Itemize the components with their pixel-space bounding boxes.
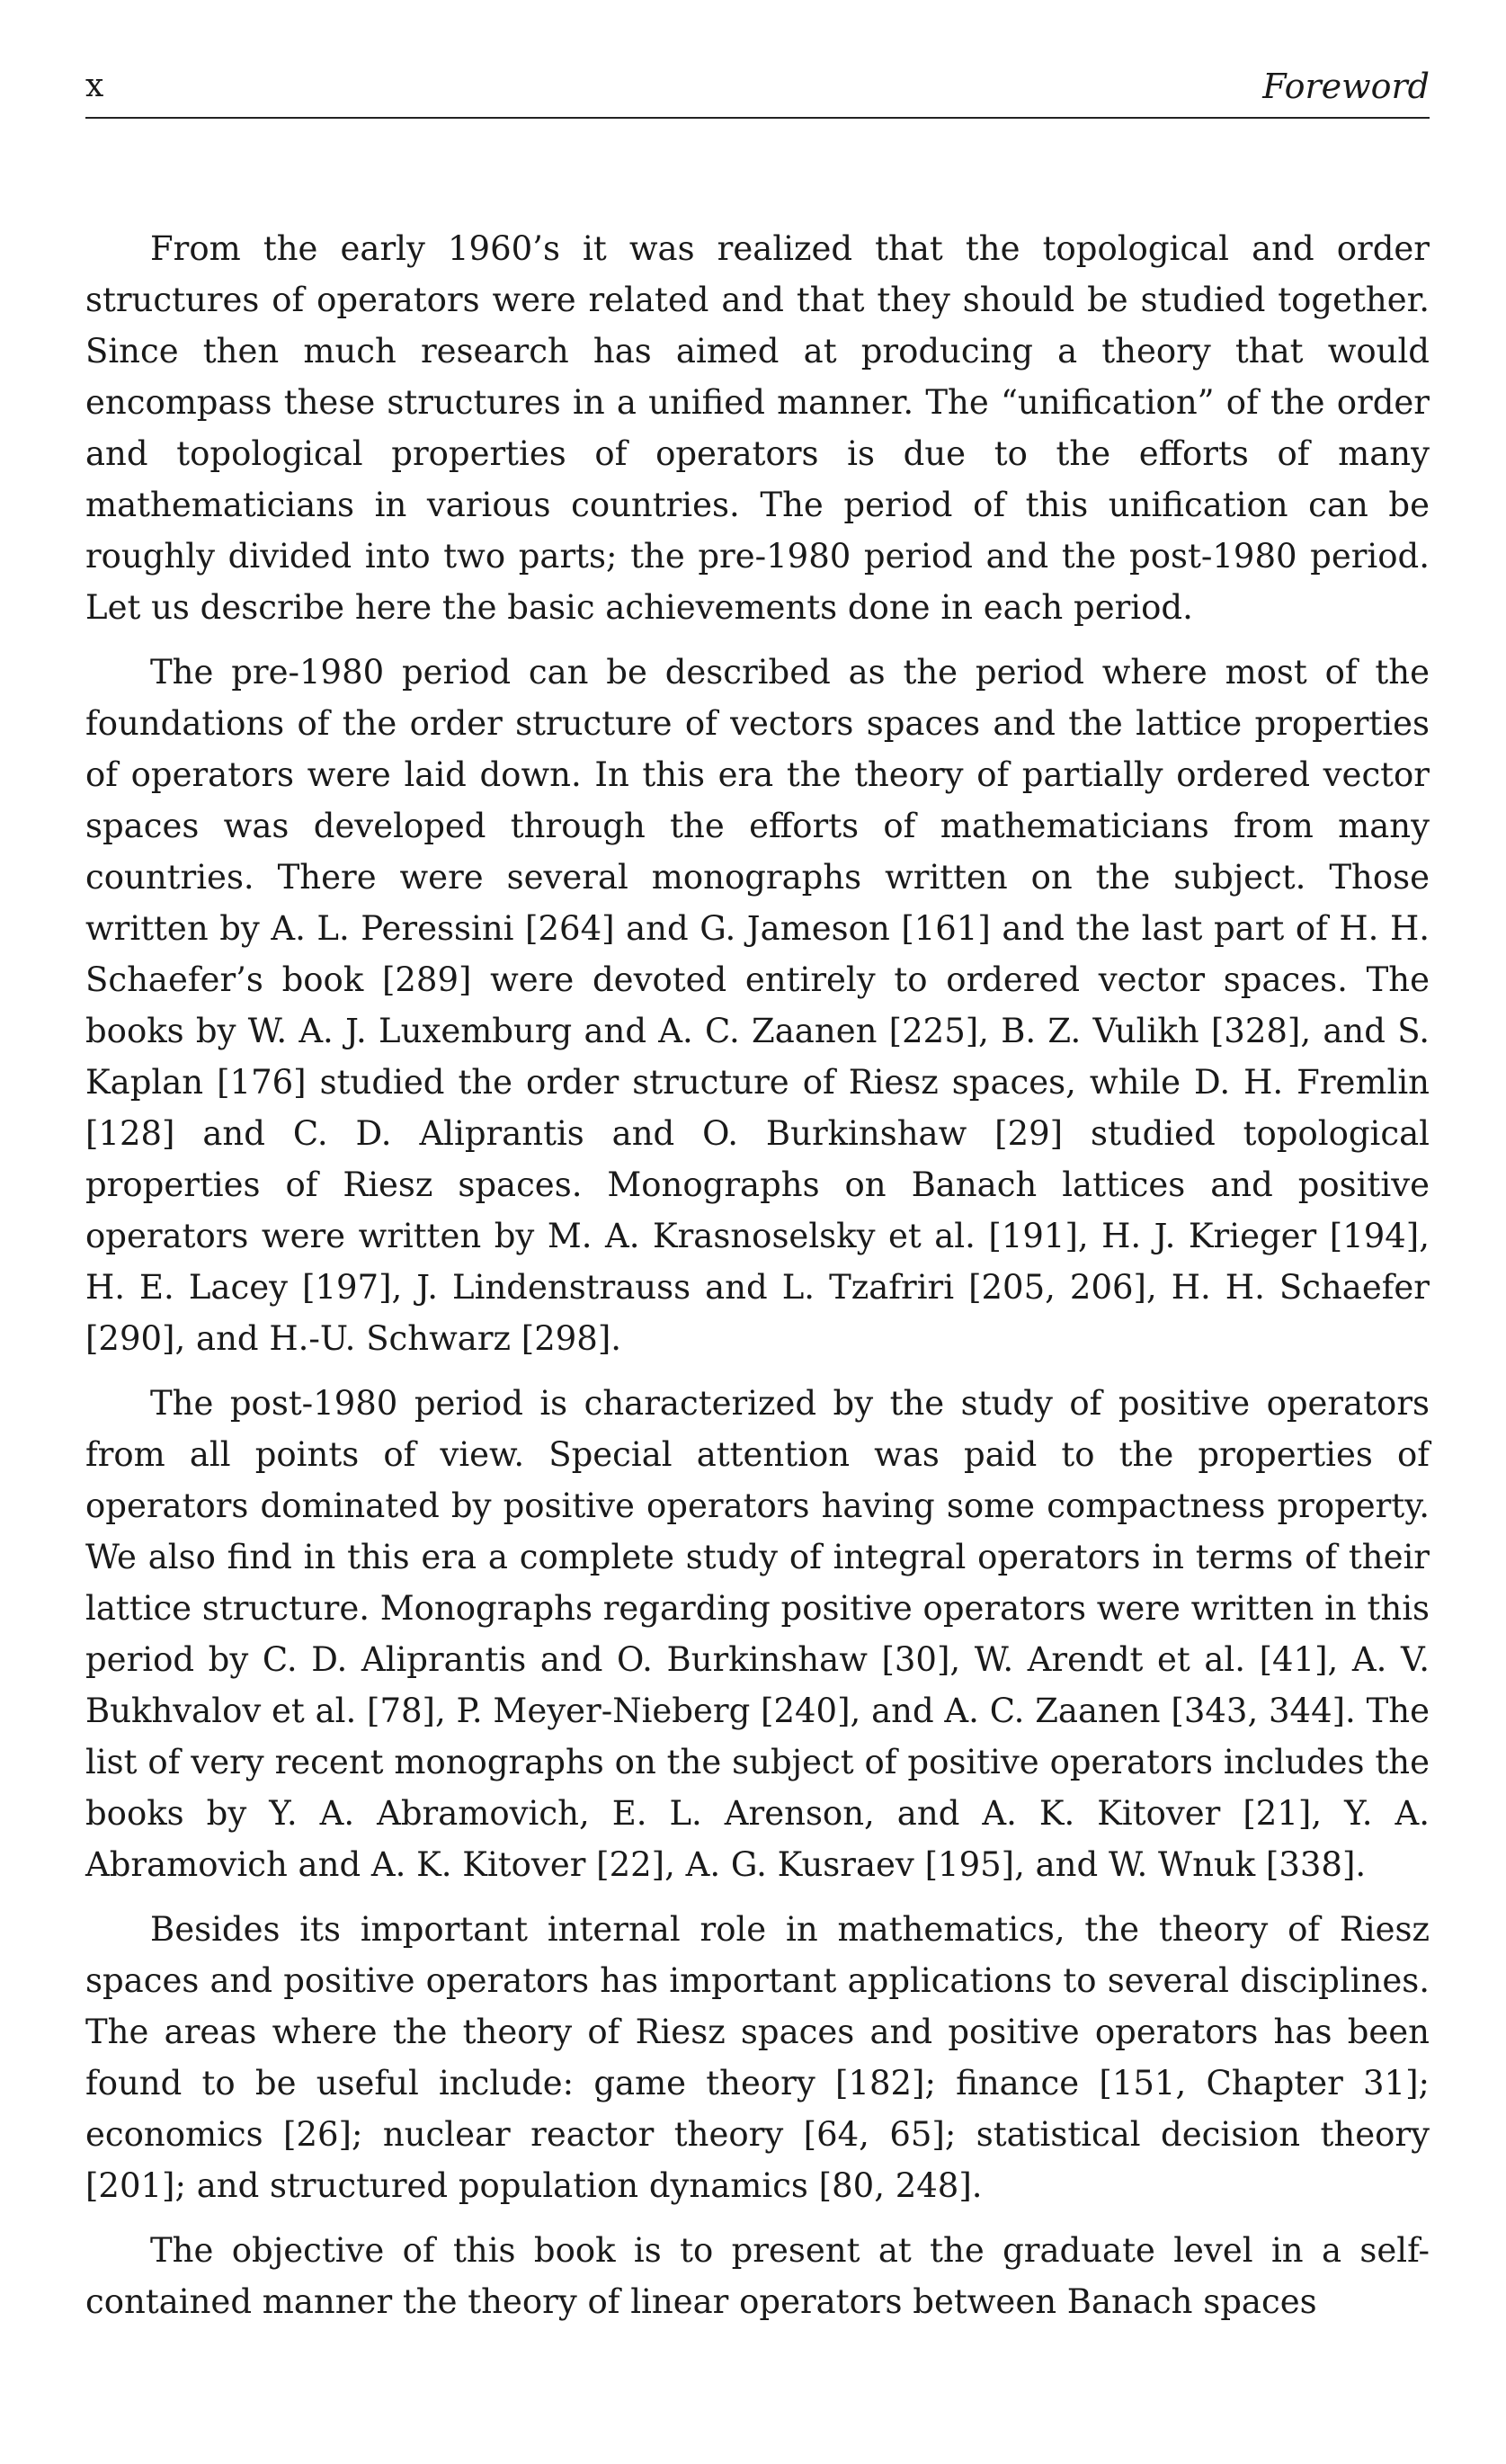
paragraph: The objective of this book is to present at the graduate level in a self-contained manner the theory of linear operators between Banach spaces [85, 2231, 1430, 2321]
page-header [85, 63, 1430, 119]
paragraph: The post-1980 period is characterized by the study of positive operators from all points of view. Special attention was paid to the properties of operators dominated by positive operators having some compactness property. We also find in this era a complete study of integral operators in terms of their lattice structure. Monographs regarding positive operators were written in this period by C. D. Aliprantis and O. Burkinshaw [30], W. Arendt et al. [41], A. V. Bukhvalov et al. [78], P. Meyer-Nieberg [240], and A. C. Zaanen [343, 344]. The list of very recent monographs on the subject of positive operators includes the books by Y. A. Abramovich, E. L. Arenson, and A. K. Kitover [21], Y. A. Abramovich and A. K. Kitover [22], A. G. Kusraev [195], and W. Wnuk [338]. [85, 1384, 1430, 1884]
body-text [85, 223, 1430, 2341]
paragraph: From the early 1960’s it was realized that the topological and order structures of operators were related and that they should be studied together. Since then much research has aimed at producing a theory that would encompass these structures in a unified manner. The “unification” of the order and topological properties of operators is due to the efforts of many mathematicians in various countries. The period of this unification can be roughly divided into two parts; the pre-1980 period and the post-1980 period. Let us describe here the basic achievements done in each period. [85, 229, 1430, 627]
running-head: Foreword [1262, 67, 1430, 106]
paragraph: Besides its important internal role in mathematics, the theory of Riesz spaces and positive operators has important applications to several disciplines. The areas where the theory of Riesz spaces and positive operators has been found to be useful include: game theory [182]; finance [151, Chapter 31]; economics [26]; nuclear reactor theory [64, 65]; statistical decision theory [201]; and structured population dynamics [80, 248]. [85, 1910, 1430, 2205]
page-number: x [85, 67, 104, 104]
paragraph: The pre-1980 period can be described as the period where most of the foundations of the order structure of vectors spaces and the lattice properties of operators were laid down. In this era the theory of partially ordered vector spaces was developed through the efforts of mathematicians from many countries. There were several monographs written on the subject. Those written by A. L. Peressini [264] and G. Jameson [161] and the last part of H. H. Schaefer’s book [289] were devoted entirely to ordered vector spaces. The books by W. A. J. Luxemburg and A. C. Zaanen [225], B. Z. Vulikh [328], and S. Kaplan [176] studied the order structure of Riesz spaces, while D. H. Fremlin [128] and C. D. Aliprantis and O. Burkinshaw [29] studied topological properties of Riesz spaces. Monographs on Banach lattices and positive operators were written by M. A. Krasnoselsky et al. [191], H. J. Krieger [194], H. E. Lacey [197], J. Lindenstrauss and L. Tzafriri [205, 206], H. H. Schaefer [290], and H.-U. Schwarz [298]. [85, 653, 1430, 1358]
